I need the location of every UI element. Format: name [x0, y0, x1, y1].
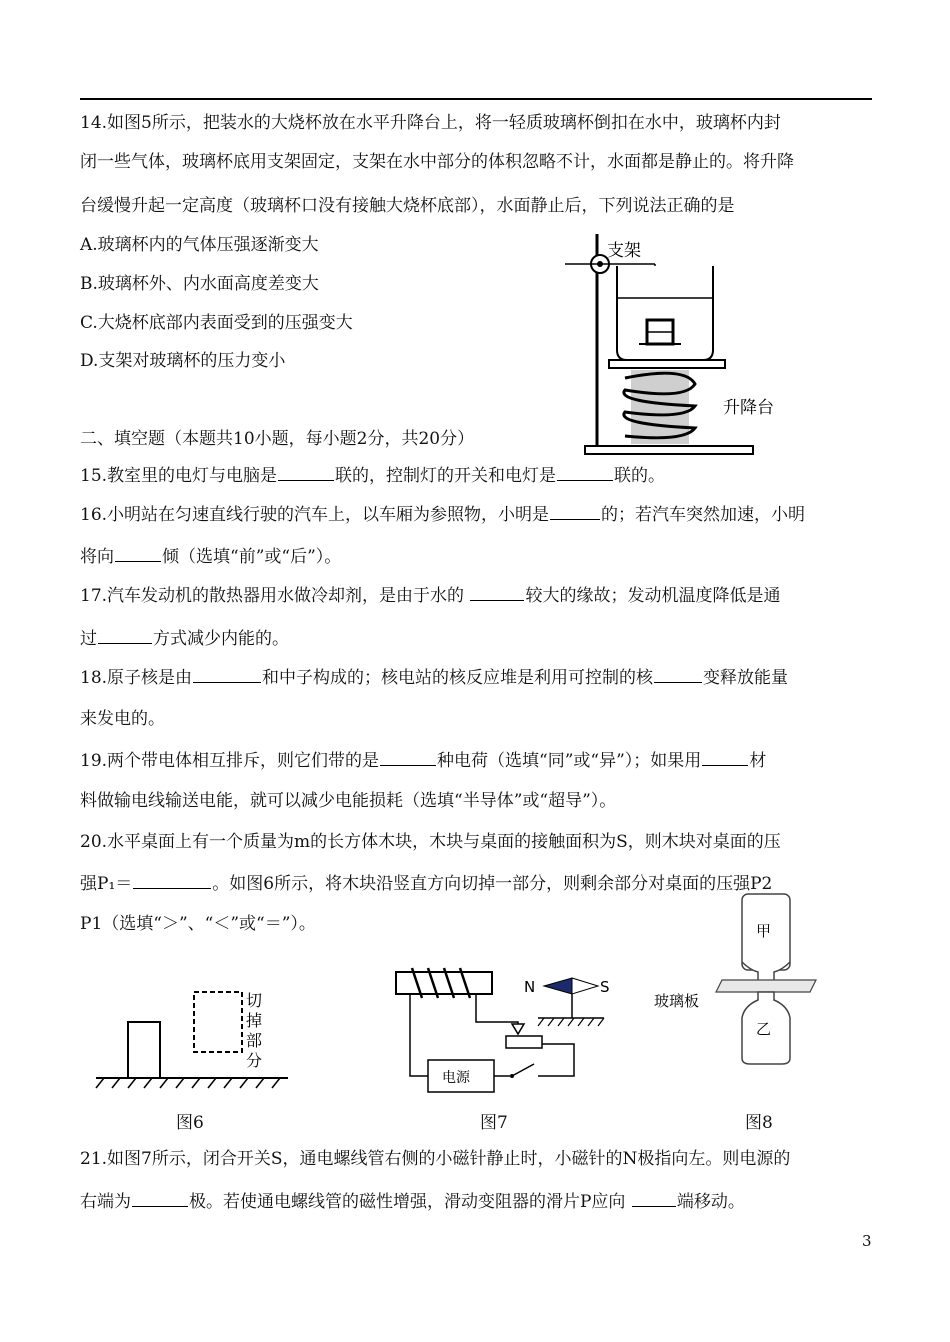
q16-line2: [80, 545, 341, 568]
q15-text-c: 联的。: [614, 466, 666, 486]
fig7-caption: 图7: [480, 1113, 508, 1133]
q20-line3: P1（选填“＞”、“＜”或“＝”）。: [80, 914, 316, 934]
q15-blank-2: [557, 464, 613, 481]
needle-south: [572, 978, 598, 994]
q17-text-d: 方式减少内能的。: [153, 629, 289, 649]
figure-7: [388, 964, 618, 1104]
plate-label: 玻璃板: [654, 992, 700, 1010]
cut-part: [194, 992, 242, 1052]
q20-text-c: 。如图6所示，将木块沿竖直方向切掉一部分，则剩余部分对桌面的压强P2: [212, 874, 773, 894]
q14-option-d: D.支架对玻璃杯的压力变小: [80, 351, 286, 371]
figure-6: [92, 980, 292, 1090]
q17-blank-2: [98, 627, 152, 644]
solenoid-core: [396, 972, 492, 994]
spring-core: [631, 370, 689, 444]
q14-line2: 闭一些气体，玻璃杯底用支架固定，支架在水中部分的体积忽略不计，水面都是静止的。将升降: [80, 152, 794, 172]
q21-text-d: 端移动。: [676, 1192, 745, 1212]
q19-text-b: 种电荷（选填“同”或“异”）；如果用: [437, 751, 702, 771]
q18-text-a: 18.原子核是由: [80, 668, 193, 688]
q18-text-b: 和中子构成的；核电站的核反应堆是利用可控制的核: [262, 668, 654, 688]
cut-label-4: 分: [246, 1051, 263, 1070]
q21-text-c: 极。若使通电螺线管的磁性增强，滑动变阻器的滑片P应向: [189, 1192, 631, 1212]
q18-line1: [80, 666, 788, 689]
north-label: N: [524, 978, 536, 996]
q16-text-c: 将向: [80, 547, 114, 567]
platform-label: 升降台: [723, 398, 774, 418]
fig6-caption: 图6: [176, 1113, 204, 1133]
q16-text-d: 倾（选填“前”或“后”）。: [162, 547, 342, 567]
q20-line1: 20.水平桌面上有一个质量为m的长方体木块，木块与桌面的接触面积为S，则木块对桌面的压: [80, 832, 781, 852]
remaining-block: [128, 1022, 160, 1078]
power-label: 电源: [442, 1070, 470, 1086]
q15-text-a: 15.教室里的电灯与电脑是: [80, 466, 278, 486]
cut-label-2: 掉: [246, 1011, 263, 1030]
large-beaker: [617, 266, 713, 360]
q19-line1: [80, 749, 766, 772]
q15: [80, 464, 665, 487]
q16-blank-2: [115, 545, 161, 562]
glass-plate: [716, 980, 816, 992]
page-number: 3: [862, 1232, 872, 1250]
top-bottle-label: 甲: [756, 922, 772, 940]
q16-text-a: 16.小明站在匀速直线行驶的汽车上，以车厢为参照物，小明是: [80, 505, 550, 525]
south-label: S: [600, 978, 610, 996]
needle-north: [544, 978, 572, 994]
q18-text-c: 变释放能量: [703, 668, 789, 688]
q21-blank-2: [632, 1190, 676, 1207]
q17-text-a: 17.汽车发动机的散热器用水做冷却剂，是由于水的: [80, 586, 470, 606]
q19-text-a: 19.两个带电体相互排斥，则它们带的是: [80, 751, 380, 771]
q17-text-b: 较大的缘故；发动机温度降低是通: [525, 586, 781, 606]
fig8-caption: 图8: [745, 1113, 773, 1133]
switch: [512, 1064, 534, 1076]
q20-blank-1: [133, 872, 211, 889]
q14-option-a: A.玻璃杯内的气体压强逐渐变大: [80, 235, 319, 255]
q21-blank-1: [132, 1190, 188, 1207]
q14-line3: 台缓慢升起一定高度（玻璃杯口没有接触大烧杯底部），水面静止后，下列说法正确的是: [80, 196, 735, 216]
cut-label-3: 部: [246, 1031, 263, 1050]
top-rule: [80, 98, 872, 100]
q14-line1: 14.如图5所示，把装水的大烧杯放在水平升降台上，将一轻质玻璃杯倒扣在水中，玻璃杯内封: [80, 113, 781, 133]
q19-blank-2: [702, 749, 748, 766]
q17-blank-1: [470, 584, 524, 601]
stand-base: [585, 446, 753, 454]
q19-text-c: 材: [749, 751, 767, 771]
q15-text-b: 联的，控制灯的开关和电灯是: [335, 466, 557, 486]
slider-p: [512, 1024, 524, 1034]
q21-line2: [80, 1190, 745, 1213]
q16-line1: [80, 503, 805, 526]
q17-line2: [80, 627, 289, 650]
q21-line1: 21.如图7所示，闭合开关S，通电螺线管右侧的小磁针静止时，小磁针的N极指向左。则电源的: [80, 1149, 791, 1169]
q18-blank-2: [654, 666, 702, 683]
q20-text-b: 强P₁＝: [80, 874, 133, 894]
q16-blank-1: [550, 503, 600, 520]
figure-8: [650, 888, 830, 1088]
platform-top: [609, 360, 725, 368]
q21-text-b: 右端为: [80, 1192, 131, 1212]
section2-heading: 二、填空题（本题共10小题，每小题2分，共20分）: [80, 429, 475, 449]
rheostat: [506, 1036, 542, 1048]
q15-blank-1: [278, 464, 334, 481]
q19-line2: 料做输电线输送电能，就可以减少电能损耗（选填“半导体”或“超导”）。: [80, 791, 617, 811]
q18-line2: 来发电的。: [80, 709, 165, 729]
q17-line1: [80, 584, 780, 607]
bottom-bottle-label: 乙: [756, 1020, 772, 1038]
q14-option-b: B.玻璃杯外、内水面高度差变大: [80, 274, 319, 294]
support-label: 支架: [607, 241, 641, 261]
q14-option-c: C.大烧杯底部内表面受到的压强变大: [80, 313, 353, 333]
q17-text-c: 过: [80, 629, 97, 649]
q16-text-b: 的；若汽车突然加速，小明: [601, 505, 806, 525]
q18-blank-1: [193, 666, 261, 683]
figure-5: [555, 228, 885, 464]
q19-blank-1: [380, 749, 436, 766]
cut-label-1: 切: [246, 991, 263, 1010]
